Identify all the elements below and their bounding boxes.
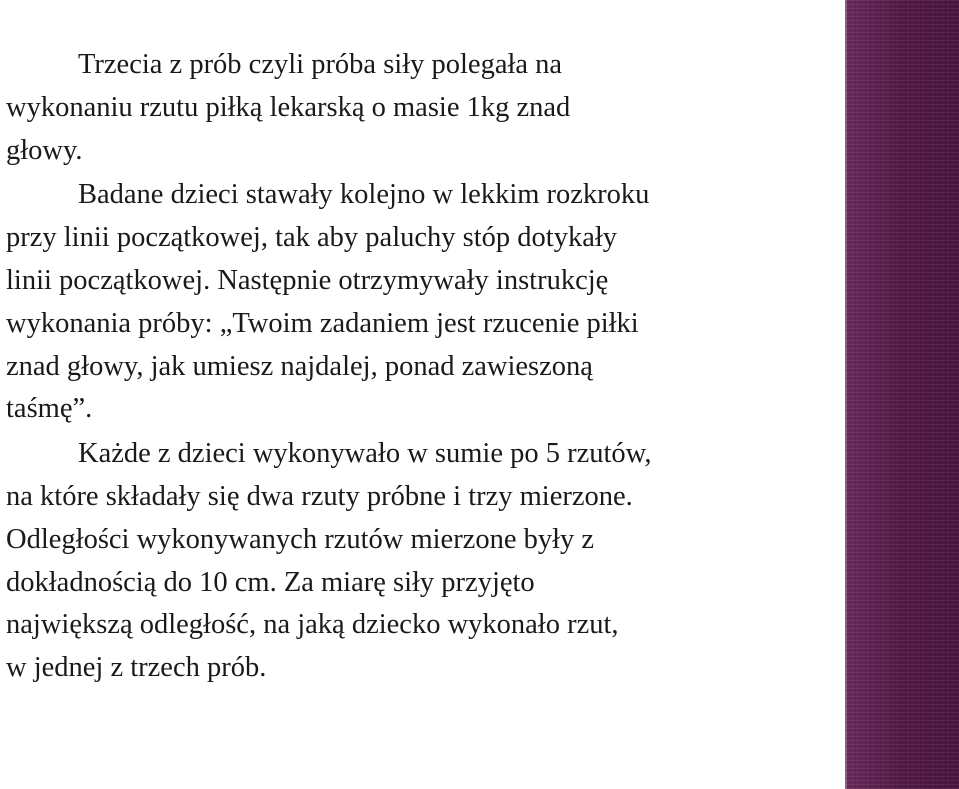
paragraph-test-procedure: Badane dzieci stawały kolejno w lekkim rozkroku przy linii początkowej, tak aby paluchy stóp dotykały linii początkowej. Następnie otrzymywały instrukcję wykonania próby: „Twoim zadaniem jest rzucenie piłki znad głowy, jak umiesz najdalej, ponad zawieszoną taśmę”. xyxy=(6,179,650,425)
decorative-side-bar xyxy=(845,0,959,789)
text-body xyxy=(6,44,806,692)
paragraph-measurement: Każde z dzieci wykonywało w sumie po 5 rzutów, na które składały się dwa rzuty próbne i trzy mierzone. Odległości wykonywanych rzutów mierzone były z dokładnością do 10 cm. Za miarę siły przyjęto największą odległość, na jaką dziecko wykonało rzut, w jednej z trzech prób. xyxy=(6,438,652,684)
paragraph-strength-test: Trzecia z prób czyli próba siły polegała na wykonaniu rzutu piłką lekarską o masie 1kg znad głowy. xyxy=(6,49,571,166)
